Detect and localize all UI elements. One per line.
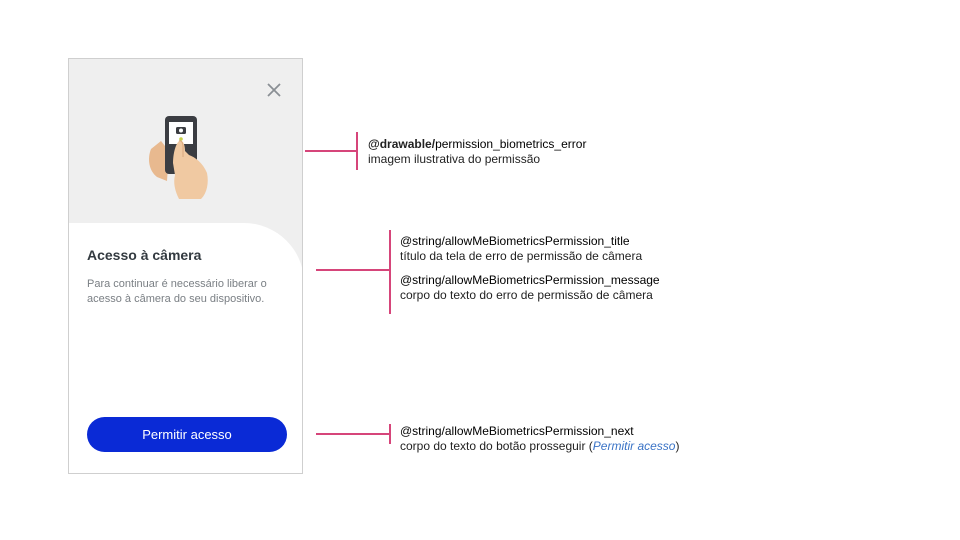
allow-access-button[interactable]: Permitir acesso [87, 417, 287, 452]
phone-hand-illustration [145, 111, 215, 201]
annotation-image-prefix: @drawable/ [368, 137, 436, 151]
annotation-next-id: @string/allowMeBiometricsPermission_next [400, 424, 634, 438]
annotation-image-id: permission_biometrics_error [435, 137, 587, 151]
close-icon[interactable] [265, 81, 283, 99]
annotation-title-desc: título da tela de erro de permissão de câmera [400, 249, 643, 263]
annotation-message-desc: corpo do texto do erro de permissão de câmera [400, 288, 653, 302]
annotation-next-desc: corpo do texto do botão prosseguir ( [400, 439, 593, 453]
annotation-connector [316, 433, 390, 435]
annotation-image [368, 137, 586, 167]
annotation-next [400, 424, 679, 454]
annotation-bracket [389, 424, 391, 444]
annotation-message-id: @string/allowMeBiometricsPermission_message [400, 273, 660, 287]
annotation-bracket [389, 230, 391, 314]
annotation-next-suffix: ) [675, 439, 680, 453]
annotation-bracket [356, 132, 358, 170]
phone-mockup [68, 58, 303, 474]
screen-title: Acesso à câmera [87, 247, 202, 263]
annotation-connector [316, 269, 390, 271]
annotation-next-emph: Permitir acesso [592, 439, 676, 453]
annotation-connector [305, 150, 357, 152]
screen-message: Para continuar é necessário liberar o acesso à câmera do seu dispositivo. [87, 278, 267, 305]
annotation-title [400, 234, 642, 264]
annotation-title-id: @string/allowMeBiometricsPermission_title [400, 234, 630, 248]
annotation-image-desc: imagem ilustrativa do permissão [368, 152, 541, 166]
annotation-message [400, 273, 660, 303]
